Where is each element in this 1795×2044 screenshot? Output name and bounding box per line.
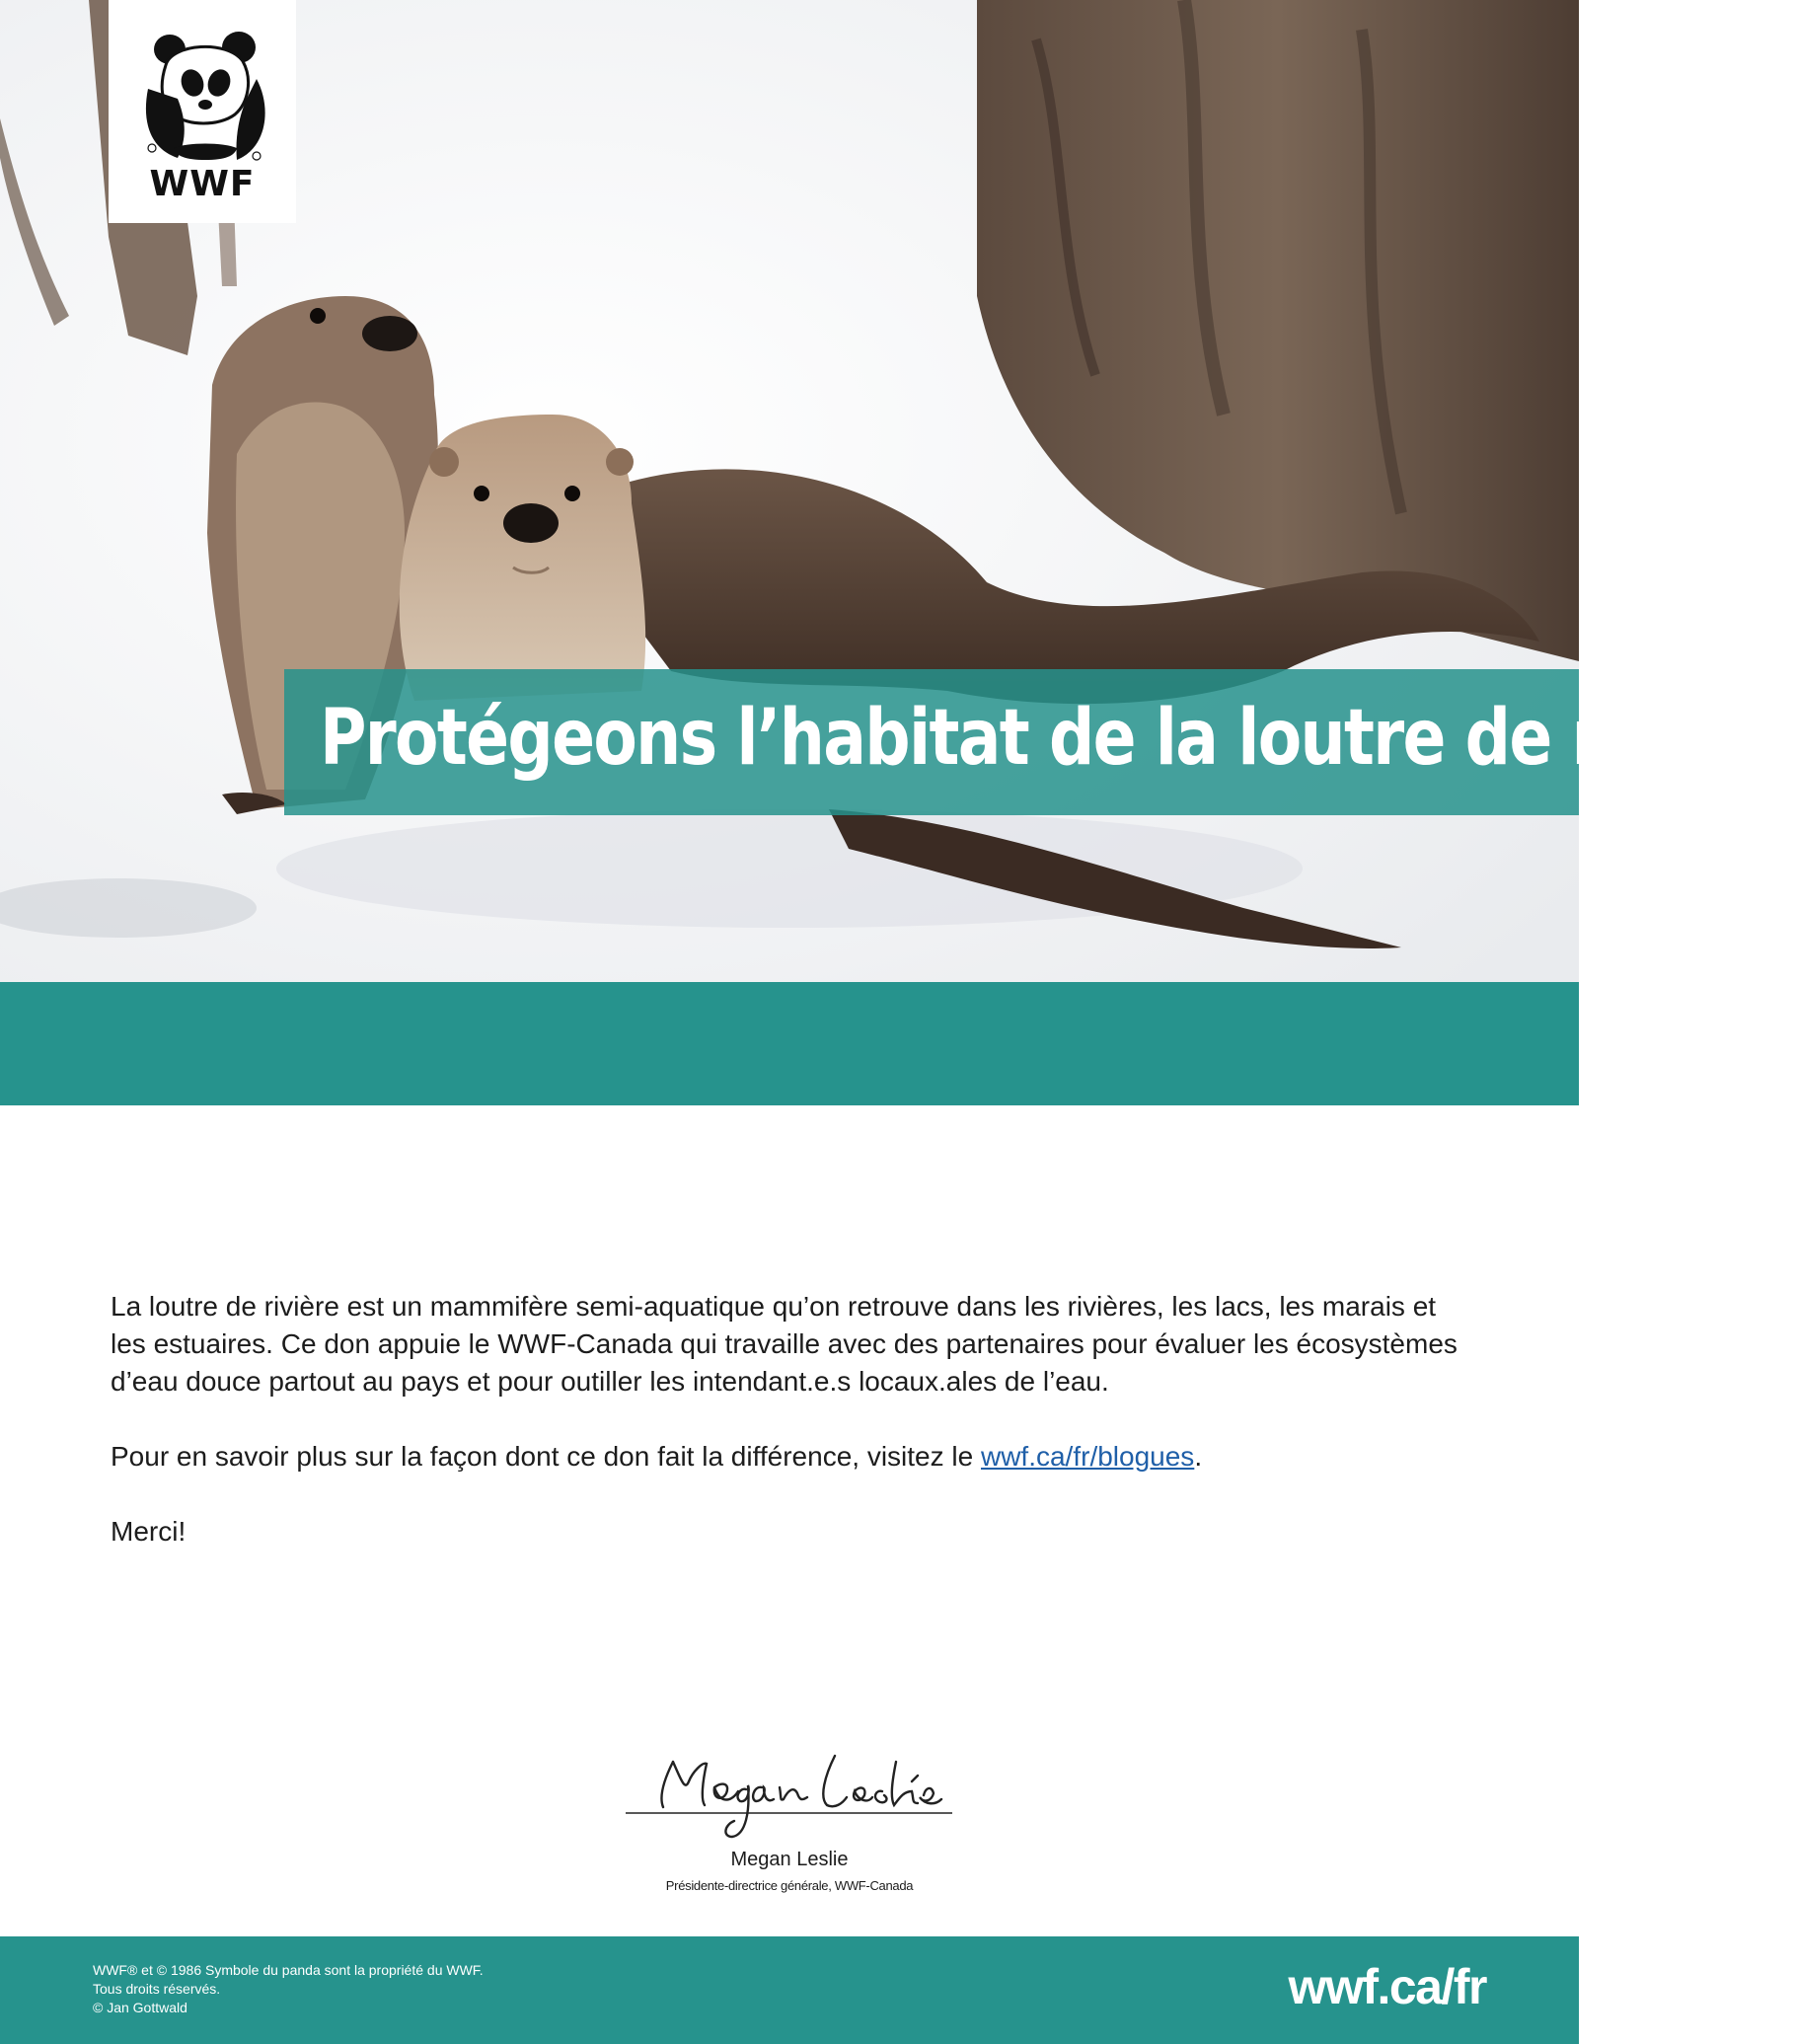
signature-image [624, 1742, 954, 1851]
handwritten-signature [624, 1742, 954, 1851]
paragraph-learn-more [111, 1438, 1472, 1476]
paragraph-description: La loutre de rivière est un mammifère semi-aquatique qu’on retrouve dans les rivières, les lacs, les marais et les estuaires. Ce don appuie le WWF-Canada qui travaille avec des partenaires pour évaluer les écosystèmes d’eau douce partout au pays et pour outiller les intendant.e.s locaux.ales de l’eau. [111, 1291, 1458, 1397]
signatory-role: Présidente-directrice générale, WWF-Canada [665, 1878, 914, 1893]
hero-photo [0, 0, 1795, 982]
wwf-logo [109, 0, 296, 223]
footer-legal [93, 1961, 484, 2017]
legal-trademark: WWF® et © 1986 Symbole du panda sont la propriété du WWF. [93, 1962, 484, 1978]
signatory-name: Megan Leslie [730, 1849, 849, 1870]
footer-website-link[interactable]: wwf.ca/fr [1288, 1959, 1486, 2014]
learn-more-suffix: . [1194, 1441, 1203, 1472]
letter-body [111, 1288, 1472, 1588]
learn-more-prefix: Pour en savoir plus sur la façon dont ce don fait la différence, visitez le [111, 1441, 981, 1472]
footer-bar [0, 1936, 1579, 2044]
legal-rights: Tous droits réservés. [93, 1981, 221, 1997]
title-banner [284, 669, 1795, 815]
photo-credit: © Jan Gottwald [93, 2000, 187, 2015]
blog-link[interactable]: wwf.ca/fr/blogues [980, 1441, 1195, 1472]
page-title: Protégeons l’habitat de la loutre de rivière [320, 694, 1795, 783]
paragraph-thanks: Merci! [111, 1516, 187, 1547]
wwf-logo-text: WWF [149, 164, 256, 204]
teal-divider-band [0, 982, 1579, 1105]
